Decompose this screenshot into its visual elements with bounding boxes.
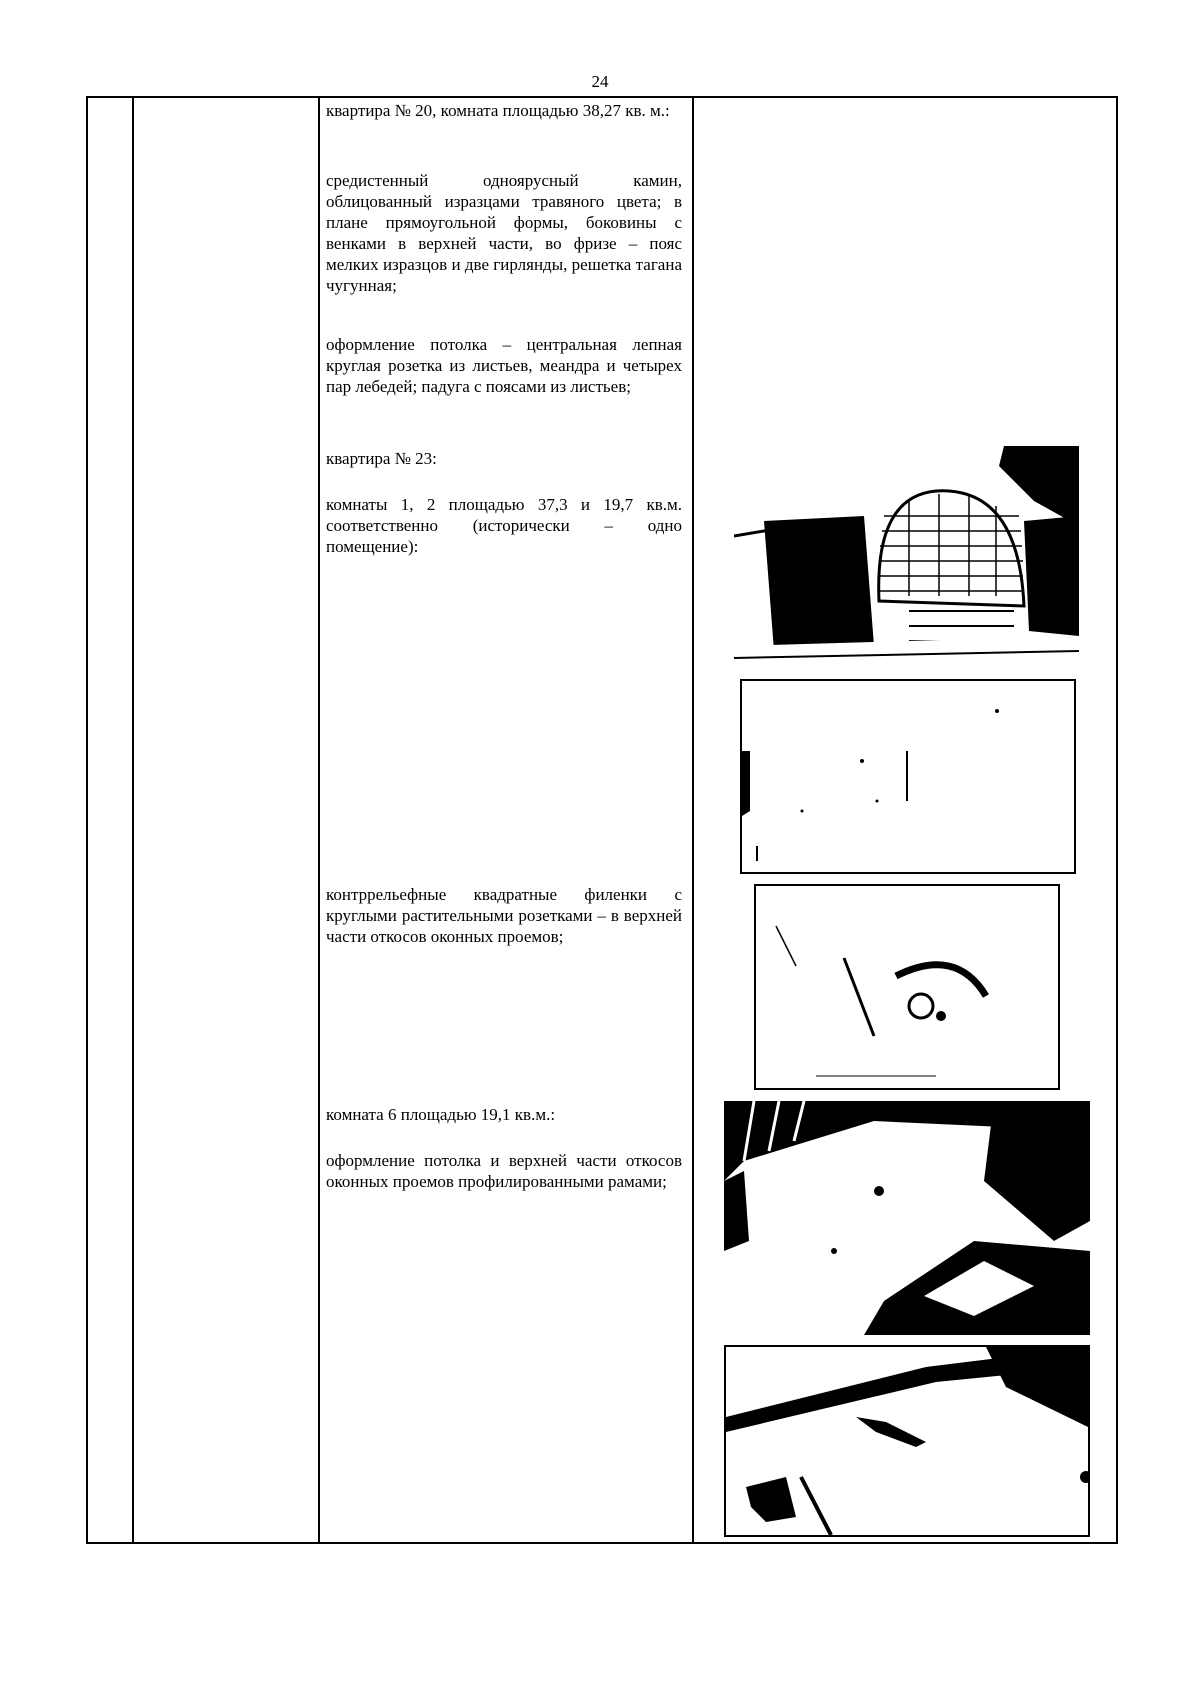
ceiling-frames-description: оформление потолка и верхней части откосов оконных проемов профилированными рамами; [326, 1151, 682, 1191]
fireplace-photo [734, 446, 1079, 672]
ceiling-description: оформление потолка – центральная лепная круглая розетка из листьев, меандра и четырех пар лебедей; падуга с поясами из листьев; [326, 335, 682, 396]
apartment-20-header: квартира № 20, комната площадью 38,27 кв. м.: [326, 101, 670, 120]
ceiling-frames-photo [724, 1101, 1090, 1335]
fireplace-description: средистенный одноярусный камин, облицованный изразцами травяного цвета; в плане прямоугольной формы, боковины с венками в верхней части, во фризе – пояс мелких изразцов и две гирлянды, решетка тагана чугунная; [326, 171, 682, 295]
column-divider [132, 98, 134, 1542]
room-6-header: комната 6 площадью 19,1 кв.м.: [326, 1105, 556, 1124]
apartment-23-header: квартира № 23: [326, 449, 437, 468]
ceiling-rosette-photo [740, 679, 1076, 874]
window-rosette-photo [754, 884, 1060, 1090]
page-number: 24 [591, 72, 609, 91]
window-panels-description: контррельефные квадратные филенки с круглыми растительными розетками – в верхней части откосов оконных проемов; [326, 885, 682, 946]
window-reveal-photo [724, 1345, 1090, 1537]
column-divider [318, 98, 320, 1542]
rooms-1-2-description: комнаты 1, 2 площадью 37,3 и 19,7 кв.м. соответственно (исторически – одно помещение): [326, 495, 682, 556]
column-divider [692, 98, 694, 1542]
